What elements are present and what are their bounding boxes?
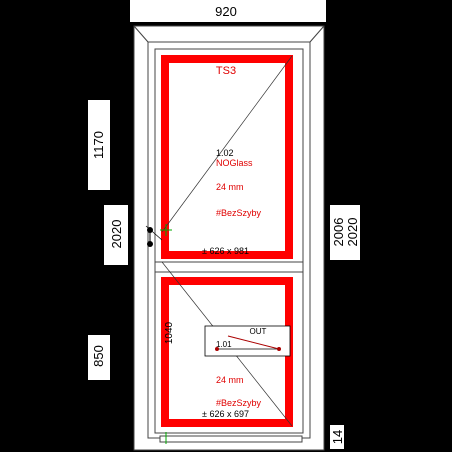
upper-panel-code: 1.02	[216, 148, 234, 158]
upper-panel-thickness: 24 mm	[216, 182, 244, 192]
upper-panel-tag: TS3	[215, 65, 237, 77]
dim-lower-sash-height: 1040	[164, 321, 175, 345]
dim-right-b: 2020	[345, 217, 360, 247]
upper-panel-glass: NOGlass	[216, 158, 253, 168]
upper-panel-note: #BezSzyby	[216, 208, 262, 218]
dim-left-lower: 850	[91, 345, 106, 367]
upper-panel-size: ± 626 x 981	[202, 246, 249, 256]
lower-panel-size: ± 626 x 697	[202, 409, 249, 419]
lower-panel-thickness: 24 mm	[216, 375, 244, 385]
dim-left-upper: 1170	[91, 131, 106, 159]
transom-bar	[155, 262, 303, 272]
dim-right-a: 2006	[331, 217, 346, 247]
lower-panel-code: 1.01	[216, 340, 232, 349]
threshold	[160, 436, 302, 442]
direction-point-right	[277, 347, 281, 351]
dim-top-width: 920	[215, 4, 237, 19]
dim-left-middle: 2020	[109, 219, 124, 249]
lower-panel-note: #BezSzyby	[216, 398, 262, 408]
lower-panel-direction: OUT	[249, 327, 267, 336]
dim-bottom-right: 14	[330, 429, 345, 445]
